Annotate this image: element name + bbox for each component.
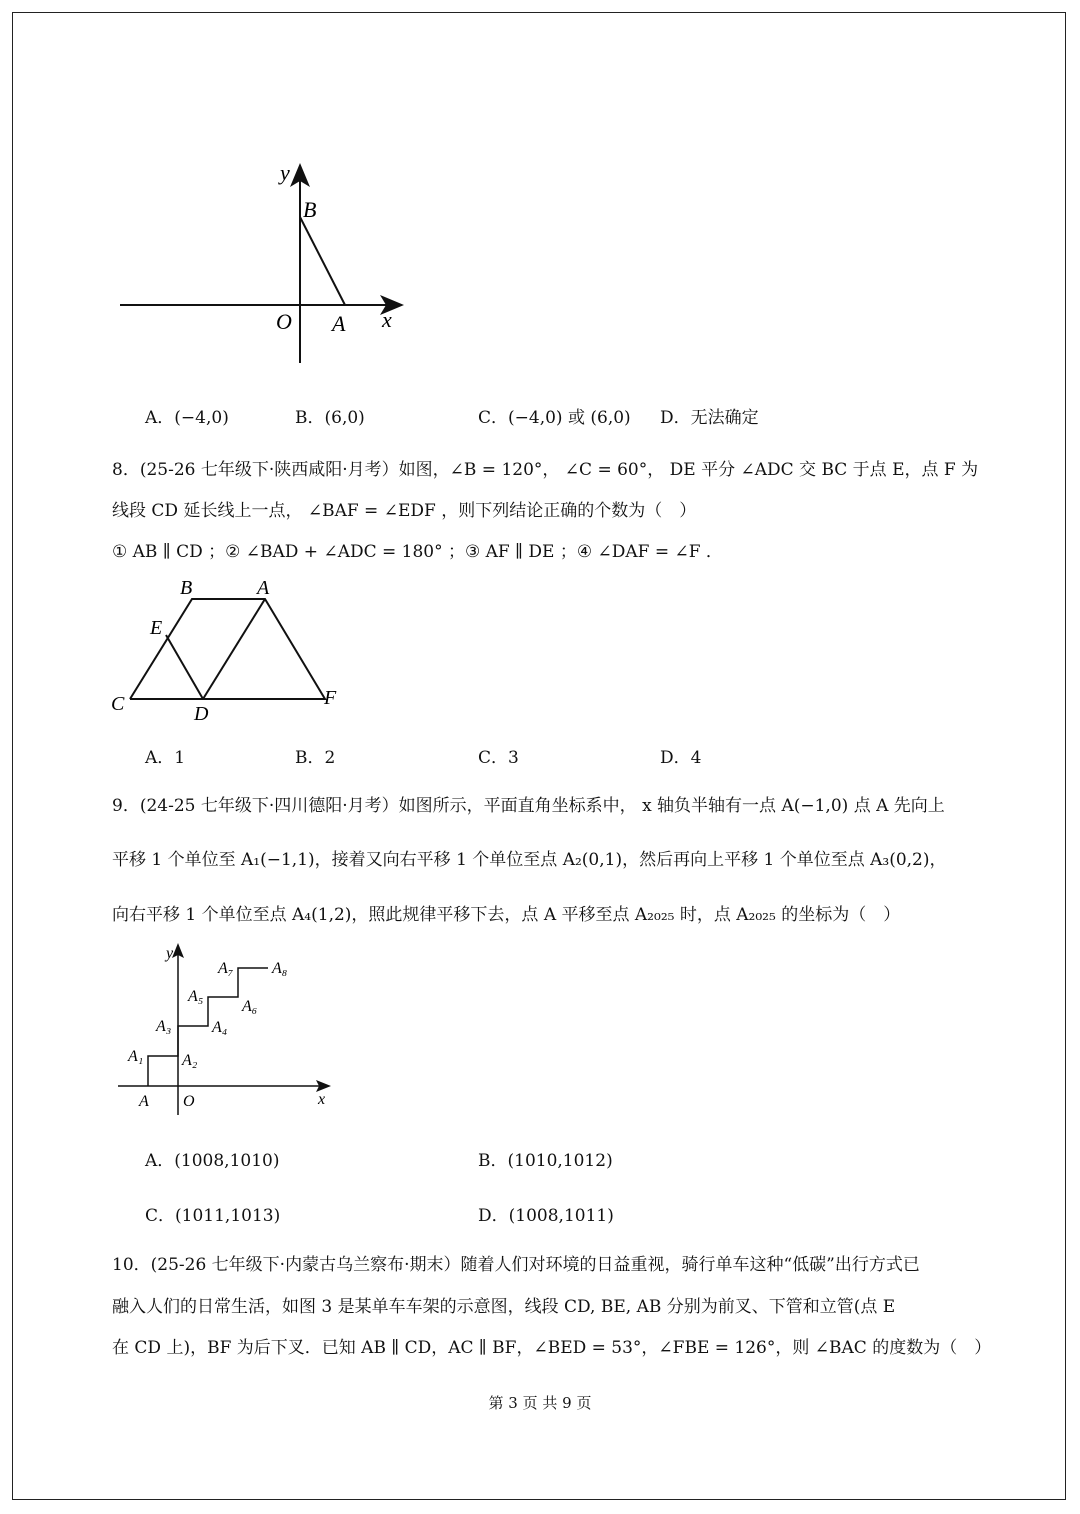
q8-line-1: 8．(25-26 七年级下·陕西咸阳·月考）如图，∠B = 120°， ∠C = 60°， DE 平分 ∠ADC 交 BC 于点 E，点 F 为	[112, 460, 979, 480]
q9-line-1: 9．(24-25 七年级下·四川德阳·月考）如图所示，平面直角坐标系中， x 轴负半轴有一点 A(−1,0) 点 A 先向上	[112, 796, 945, 816]
q8-f-label: F	[324, 687, 337, 709]
q7-option-b: B．(6,0)	[295, 408, 365, 428]
q9-option-a: A．(1008,1010)	[145, 1151, 280, 1171]
q8-line-3: ① AB ∥ CD ；② ∠BAD + ∠ADC = 180° ；③ AF ∥ DE ；④ ∠DAF = ∠F ．	[112, 542, 723, 562]
q7-a-label: A	[332, 311, 346, 336]
q7-option-d: D．无法确定	[660, 408, 759, 428]
q9-a5-label: A₅	[188, 988, 204, 1005]
q9-o-label: O	[183, 1093, 195, 1110]
q7-x-label: x	[382, 307, 392, 332]
q8-segment-da	[203, 599, 265, 699]
q9-a6-label: A₆	[242, 998, 258, 1015]
q9-option-b: B．(1010,1012)	[478, 1151, 613, 1171]
q8-figure	[105, 572, 355, 727]
q8-b-label: B	[180, 577, 193, 599]
q9-y-label: y	[166, 945, 174, 962]
q9-a2-label: A₂	[182, 1052, 198, 1069]
q7-b-label: B	[303, 197, 317, 222]
q9-option-c: C．(1011,1013)	[145, 1206, 281, 1226]
q7-origin-label: O	[276, 309, 292, 334]
q9-line-2: 平移 1 个单位至 A₁(−1,1)，接着又向右平移 1 个单位至点 A₂(0,1)，然后再向上平移 1 个单位至点 A₃(0,2)，	[112, 850, 947, 870]
q8-trapezoid	[130, 599, 325, 699]
q7-figure	[110, 155, 420, 370]
q9-line-3: 向右平移 1 个单位至点 A₄(1,2)，照此规律平移下去，点 A 平移至点 A₂₀₂₅ 时，点 A₂₀₂₅ 的坐标为（ ）	[112, 905, 901, 925]
q8-c-label: C	[111, 693, 125, 715]
q7-option-c: C．(−4,0) 或 (6,0)	[478, 408, 631, 428]
q8-d-label: D	[194, 703, 209, 725]
q10-line-3: 在 CD 上)，BF 为后下叉．已知 AB ∥ CD，AC ∥ BF，∠BED = 53°，∠FBE = 126°，则 ∠BAC 的度数为（ ）	[112, 1338, 992, 1358]
q9-figure	[110, 940, 350, 1120]
q7-segment-ab	[300, 217, 345, 305]
q8-option-c: C．3	[478, 748, 519, 768]
q9-x-label: x	[318, 1091, 326, 1108]
q9-a3-label: A₃	[156, 1018, 172, 1035]
page-footer: 第 3 页 共 9 页	[488, 1394, 592, 1412]
q8-e-label: E	[150, 617, 163, 639]
q8-option-a: A．1	[145, 748, 186, 768]
q8-a-label: A	[257, 577, 270, 599]
q8-option-d: D．4	[660, 748, 702, 768]
q9-a4-label: A₄	[212, 1019, 228, 1036]
q8-line-2: 线段 CD 延长线上一点， ∠BAF = ∠EDF ，则下列结论正确的个数为（ ）	[112, 501, 697, 521]
q9-option-d: D．(1008,1011)	[478, 1206, 614, 1226]
q9-a8-label: A₈	[272, 960, 288, 977]
q8-segment-ed	[166, 635, 203, 699]
q10-line-1: 10．(25-26 七年级下·内蒙古乌兰察布·期末）随着人们对环境的日益重视，骑行单车这种“低碳”出行方式已	[112, 1255, 920, 1275]
q7-option-a: A．(−4,0)	[145, 408, 229, 428]
q7-y-label: y	[280, 160, 290, 185]
q9-a1-label: A₁	[128, 1048, 144, 1065]
q8-option-b: B．2	[295, 748, 336, 768]
q10-line-2: 融入人们的日常生活，如图 3 是某单车车架的示意图，线段 CD, BE, AB 分别为前叉、下管和立管(点 E	[112, 1297, 896, 1317]
q9-a7-label: A₇	[218, 960, 234, 977]
q9-a-label: A	[139, 1093, 149, 1110]
